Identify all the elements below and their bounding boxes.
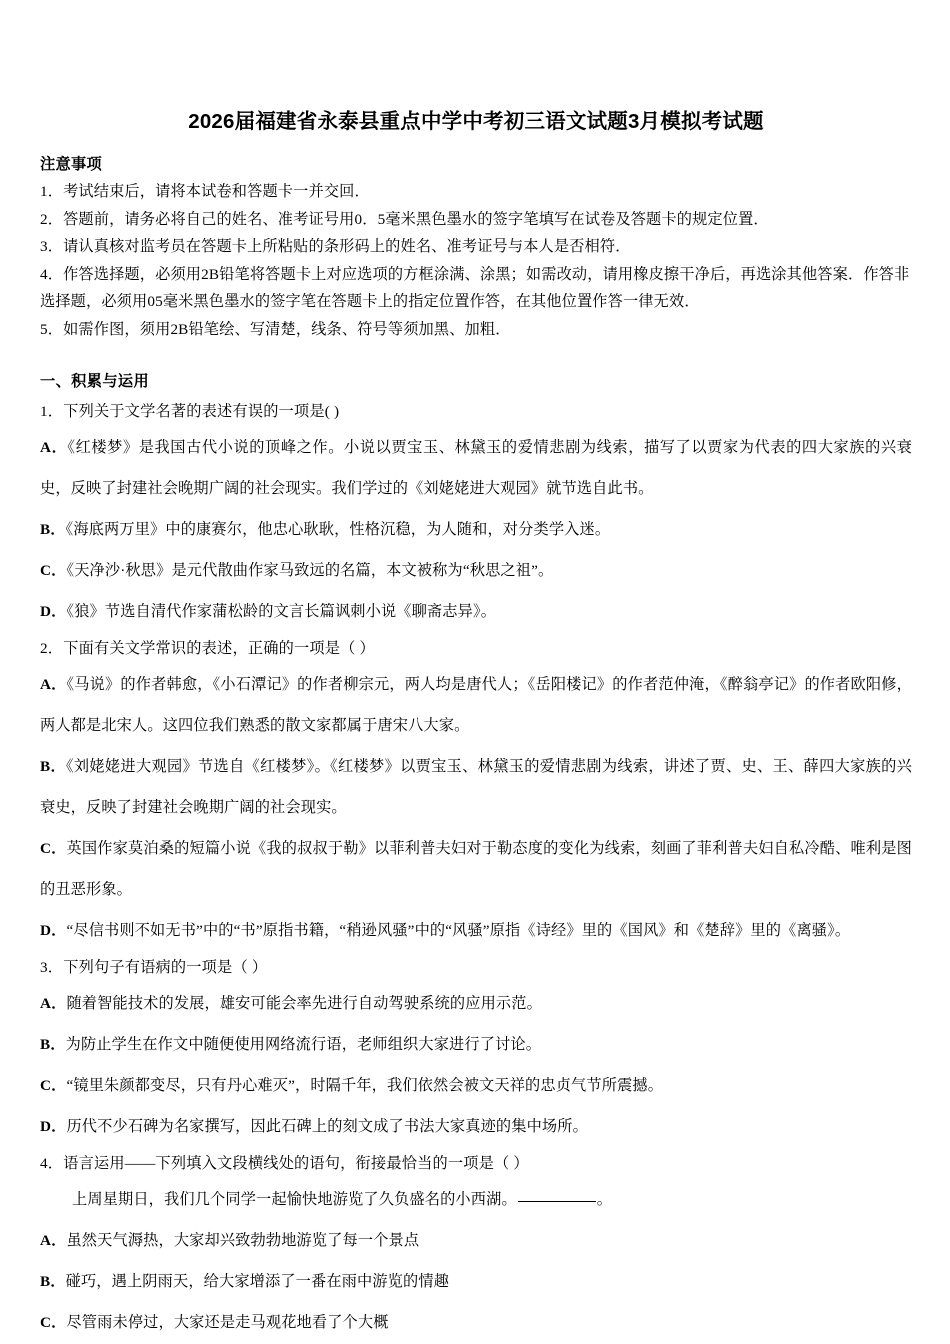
page-content — [40, 0, 912, 1343]
question-1-number: 1． — [40, 403, 64, 421]
question-4-option-a[interactable] — [40, 1220, 912, 1261]
passage-text-after: 。 — [596, 1191, 613, 1209]
option-text: 《红楼梦》是我国古代小说的顶峰之作。小说以贾宝玉、林黛玉的爱情悲剧为线索，描写了以贾家为代表的四大家族的兴衰史，反映了封建社会晚期广阔的社会现实。我们学过的《刘姥姥进大观园》就节选自此书。 — [40, 439, 913, 498]
question-1-option-b[interactable] — [40, 509, 912, 550]
question-1-option-c[interactable] — [40, 550, 912, 591]
question-3-stem — [40, 953, 912, 983]
question-2-stem — [40, 634, 912, 664]
question-4-passage — [40, 1179, 912, 1220]
option-label: D． — [40, 603, 67, 621]
option-text: 《天净沙·秋思》是元代散曲作家马致远的名篇，本文被称为“秋思之祖”。 — [66, 562, 554, 580]
section-heading-1: 一、积累与运用 — [40, 373, 150, 391]
option-label: A． — [40, 439, 68, 457]
question-1-option-a[interactable] — [40, 427, 912, 509]
option-text: 《海底两万里》中的康赛尔，他忠心耿耿，性格沉稳，为人随和，对分类学入迷。 — [65, 521, 611, 539]
option-text: 《马说》的作者韩愈，《小石潭记》的作者柳宗元，两人均是唐代人；《岳阳楼记》的作者范仲淹，《醉翁亭记》的作者欧阳修，两人都是北宋人。这四位我们熟悉的散文家都属于唐宋八大家。 — [40, 676, 912, 735]
option-label: C． — [40, 1314, 67, 1332]
question-1-stem-text: 下列关于文学名著的表述有误的一项是( ) — [63, 403, 340, 421]
question-4-number: 4． — [40, 1155, 64, 1173]
question-4-stem — [40, 1149, 912, 1179]
question-3-option-a[interactable] — [40, 983, 912, 1024]
option-label: A． — [40, 995, 67, 1013]
notice-item-5: 5．如需作图，须用2B铅笔绘、写清楚，线条、符号等须加黑、加粗． — [40, 320, 511, 338]
question-3-option-b[interactable] — [40, 1024, 912, 1065]
option-label: C． — [40, 1077, 67, 1095]
question-2-stem-text: 下面有关文学常识的表述，正确的一项是（ ） — [63, 640, 375, 658]
question-1-option-d[interactable] — [40, 591, 912, 632]
question-2-option-d[interactable] — [40, 910, 912, 951]
question-4-option-b[interactable] — [40, 1261, 912, 1302]
option-text: “尽信书则不如无书”中的“书”原指书籍，“稍逊风骚”中的“风骚”原指《诗经》里的《国风》和《楚辞》里的《离骚》。 — [66, 922, 851, 940]
option-text: 历代不少石碑为名家撰写，因此石碑上的刻文成了书法大家真迹的集中场所。 — [66, 1118, 588, 1136]
notice-item-2: 2．答题前，请务必将自己的姓名、准考证号用0．5毫米黑色墨水的签字笔填写在试卷及答题卡的规定位置． — [40, 210, 769, 228]
notice-heading: 注意事项 — [40, 155, 102, 173]
option-label: B． — [40, 1273, 66, 1291]
question-3-option-d[interactable] — [40, 1106, 912, 1147]
option-text: 《刘姥姥进大观园》节选自《红楼梦》。《红楼梦》以贾宝玉、林黛玉的爱情悲剧为线索，讲述了贾、史、王、薛四大家族的兴衰史，反映了封建社会晚期广阔的社会现实。 — [40, 758, 912, 817]
question-3-number: 3． — [40, 959, 64, 977]
question-2-option-c[interactable] — [40, 828, 912, 910]
option-label: A． — [40, 1232, 67, 1250]
passage-text-before: 上周星期日，我们几个同学一起愉快地游览了久负盛名的小西湖。 — [72, 1191, 517, 1209]
question-4-option-c[interactable] — [40, 1302, 912, 1343]
question-3-option-c[interactable] — [40, 1065, 912, 1106]
option-label: B． — [40, 1036, 66, 1054]
notice-item-4: 4．作答选择题，必须用2B铅笔将答题卡上对应选项的方框涂满、涂黑；如需改动，请用橡皮擦干净后，再选涂其他答案．作答非选择题，必须用05毫米黑色墨水的签字笔在答题卡上的指定位置作答，在其他位置作答一律无效． — [40, 265, 910, 311]
option-label: C． — [40, 840, 67, 858]
question-2-option-b[interactable] — [40, 746, 912, 828]
notice-item-1: 1．考试结束后，请将本试卷和答题卡一并交回． — [40, 183, 370, 201]
question-2-number: 2． — [40, 640, 64, 658]
page-title: 2026届福建省永泰县重点中学中考初三语文试题3月模拟考试题 — [188, 110, 764, 133]
option-label: D． — [40, 922, 67, 940]
option-text: 英国作家莫泊桑的短篇小说《我的叔叔于勒》以菲利普夫妇对于勒态度的变化为线索，刻画了菲利普夫妇自私冷酷、唯利是图的丑恶形象。 — [40, 840, 912, 899]
fill-in-blank-rule[interactable] — [518, 1201, 596, 1202]
question-1-stem — [40, 397, 912, 427]
question-2-option-a[interactable] — [40, 664, 912, 746]
option-text: 《狼》节选自清代作家蒲松龄的文言长篇讽刺小说《聊斋志异》。 — [66, 603, 497, 621]
option-text: 为防止学生在作文中随便使用网络流行语，老师组织大家进行了讨论。 — [65, 1036, 542, 1054]
option-text: 虽然天气溽热，大家却兴致勃勃地游览了每一个景点 — [66, 1232, 420, 1250]
question-3-stem-text: 下列句子有语病的一项是（ ） — [63, 959, 268, 977]
option-label: B． — [40, 758, 66, 776]
option-text: 尽管雨未停过，大家还是走马观花地看了个大概 — [66, 1314, 389, 1332]
option-label: A． — [40, 676, 67, 694]
option-text: “镜里朱颜都变尽，只有丹心难灭”，时隔千年，我们依然会被文天祥的忠贞气节所震撼。 — [66, 1077, 664, 1095]
notice-item-3: 3．请认真核对监考员在答题卡上所粘贴的条形码上的姓名、准考证号与本人是否相符． — [40, 238, 631, 256]
option-text: 碰巧，遇上阴雨天，给大家增添了一番在雨中游览的情趣 — [65, 1273, 450, 1291]
option-label: C． — [40, 562, 67, 580]
question-4-stem-text: 语言运用——下列填入文段横线处的语句，衔接最恰当的一项是（ ） — [63, 1155, 529, 1173]
notice-block — [40, 151, 912, 344]
option-text: 随着智能技术的发展，雄安可能会率先进行自动驾驶系统的应用示范。 — [66, 995, 542, 1013]
option-label: D． — [40, 1118, 67, 1136]
option-label: B． — [40, 521, 66, 539]
